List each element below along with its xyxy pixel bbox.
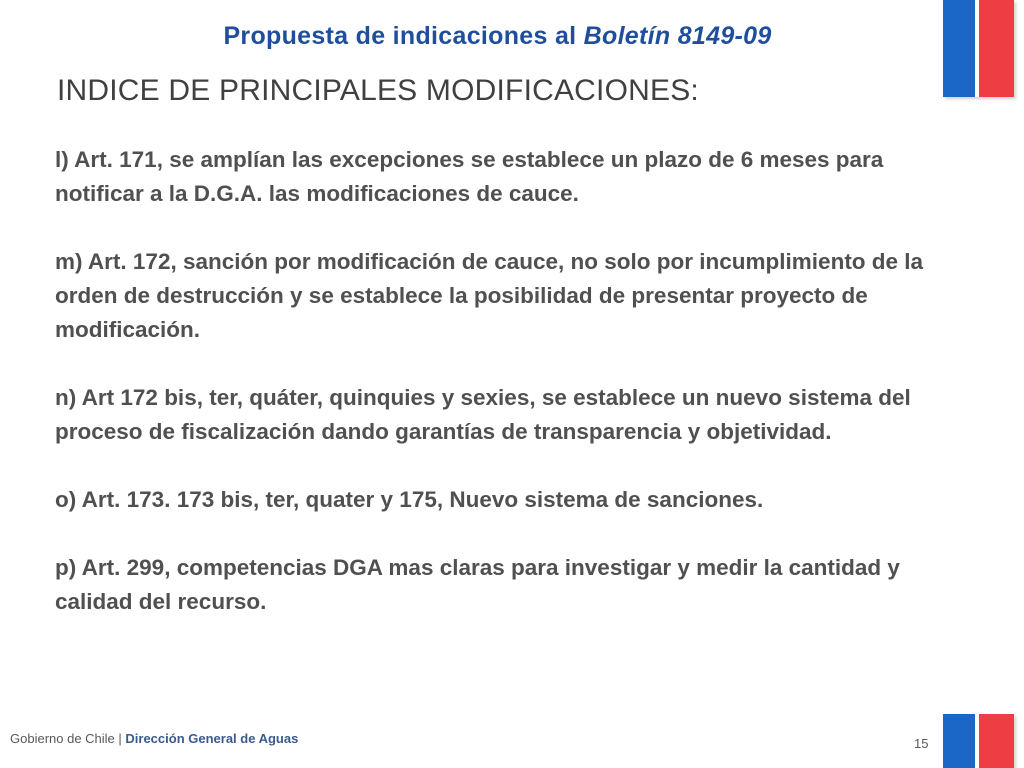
footer-credit: [10, 731, 298, 746]
section-heading: INDICE DE PRINCIPALES MODIFICACIONES:: [57, 74, 699, 107]
flag-red-stripe: [979, 714, 1014, 768]
modifications-list: [55, 143, 945, 653]
list-item: n) Art 172 bis, ter, quáter, quinquies y sexies, se establece un nuevo sistema del proceso de fiscalización dando garantías de transparencia y objetividad.: [55, 385, 911, 444]
slide-title-bulletin: Boletín 8149-09: [583, 22, 772, 50]
slide-title-text: Propuesta de indicaciones al: [223, 22, 584, 50]
slide-title: [0, 22, 995, 51]
chile-flag-logo-bottom: [943, 714, 1014, 768]
footer-government: Gobierno de Chile |: [10, 731, 126, 746]
list-item: p) Art. 299, competencias DGA mas claras para investigar y medir la cantidad y calidad del recurso.: [55, 555, 900, 614]
flag-blue-stripe: [943, 714, 975, 768]
list-item: o) Art. 173. 173 bis, ter, quater y 175, Nuevo sistema de sanciones.: [55, 487, 764, 512]
footer-organization: Dirección General de Aguas: [125, 731, 299, 746]
list-item: m) Art. 172, sanción por modificación de cauce, no solo por incumplimiento de la orden de destrucción y se establece la posibilidad de presentar proyecto de modificación.: [55, 249, 924, 342]
list-item: l) Art. 171, se amplían las excepciones se establece un plazo de 6 meses para notificar a la D.G.A. las modificaciones de cauce.: [55, 147, 884, 206]
page-number: 15: [914, 736, 929, 751]
